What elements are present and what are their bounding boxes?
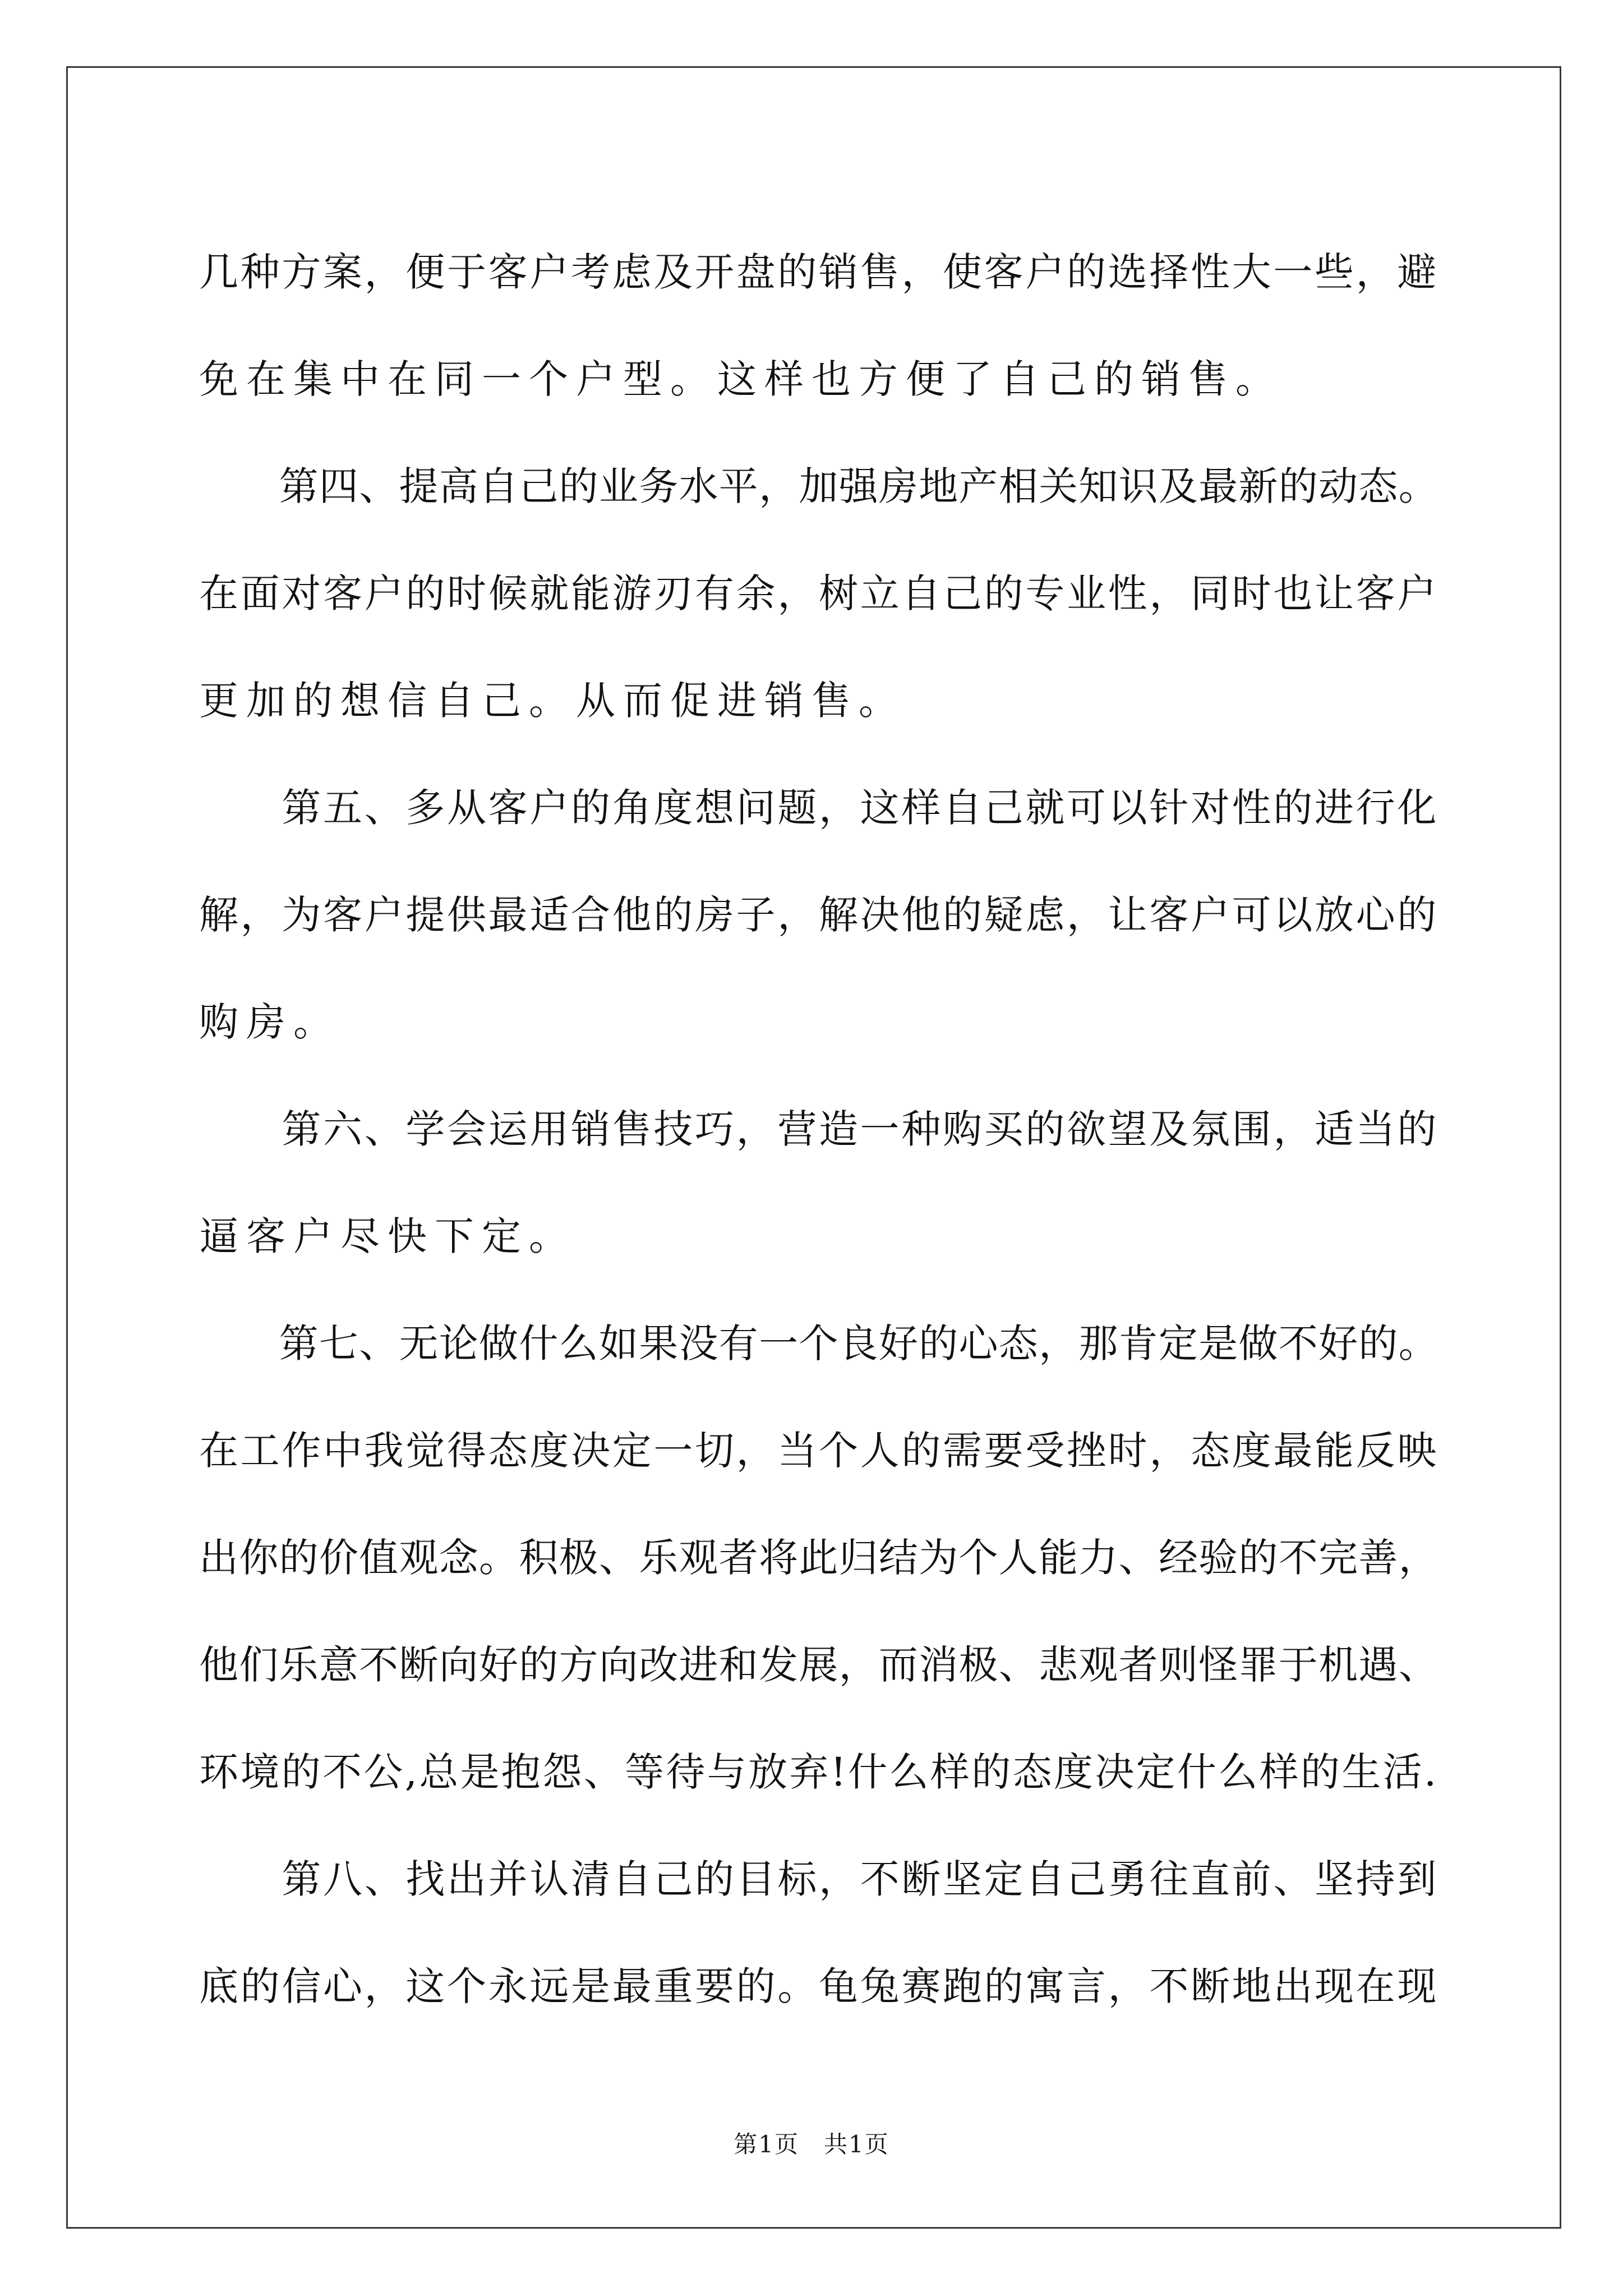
text-line: 在工作中我觉得态度决定一切，当个人的需要受挫时，态度最能反映 <box>199 1428 1438 1474</box>
text-line: 几种方案，便于客户考虑及开盘的销售，使客户的选择性大一些，避 <box>199 249 1438 295</box>
text-line: 购房。 <box>199 999 340 1045</box>
text-line: 逼客户尽快下定。 <box>199 1213 576 1259</box>
text-line: 第五、多从客户的角度想问题，这样自己就可以针对性的进行化 <box>199 785 1438 831</box>
text-line: 解，为客户提供最适合他的房子，解决他的疑虑，让客户可以放心的 <box>199 892 1438 938</box>
text-line: 第七、无论做什么如果没有一个良好的心态，那肯定是做不好的。 <box>199 1320 1438 1366</box>
text-line: 他们乐意不断向好的方向改进和发展，而消极、悲观者则怪罪于机遇、 <box>199 1642 1438 1688</box>
document-body <box>199 219 1438 2040</box>
text-line: 第四、提高自己的业务水平，加强房地产相关知识及最新的动态。 <box>199 463 1438 509</box>
text-line: 出你的价值观念。积极、乐观者将此归结为个人能力、经验的不完善， <box>199 1535 1438 1581</box>
text-line: 免在集中在同一个户型。这样也方便了自己的销售。 <box>199 356 1283 402</box>
page-number-footer: 第1页 共1页 <box>734 2131 889 2158</box>
text-line: 在面对客户的时候就能游刃有余，树立自己的专业性，同时也让客户 <box>199 570 1438 616</box>
text-line: 环境的不公,总是抱怨、等待与放弃!什么样的态度决定什么样的生活. <box>199 1749 1438 1795</box>
text-line: 更加的想信自己。从而促进销售。 <box>199 678 906 724</box>
text-line: 底的信心，这个永远是最重要的。龟兔赛跑的寓言，不断地出现在现 <box>199 1963 1438 2009</box>
text-line: 第六、学会运用销售技巧，营造一种购买的欲望及氛围，适当的 <box>199 1106 1438 1152</box>
text-line: 第八、找出并认清自己的目标，不断坚定自己勇往直前、坚持到 <box>199 1856 1438 1902</box>
